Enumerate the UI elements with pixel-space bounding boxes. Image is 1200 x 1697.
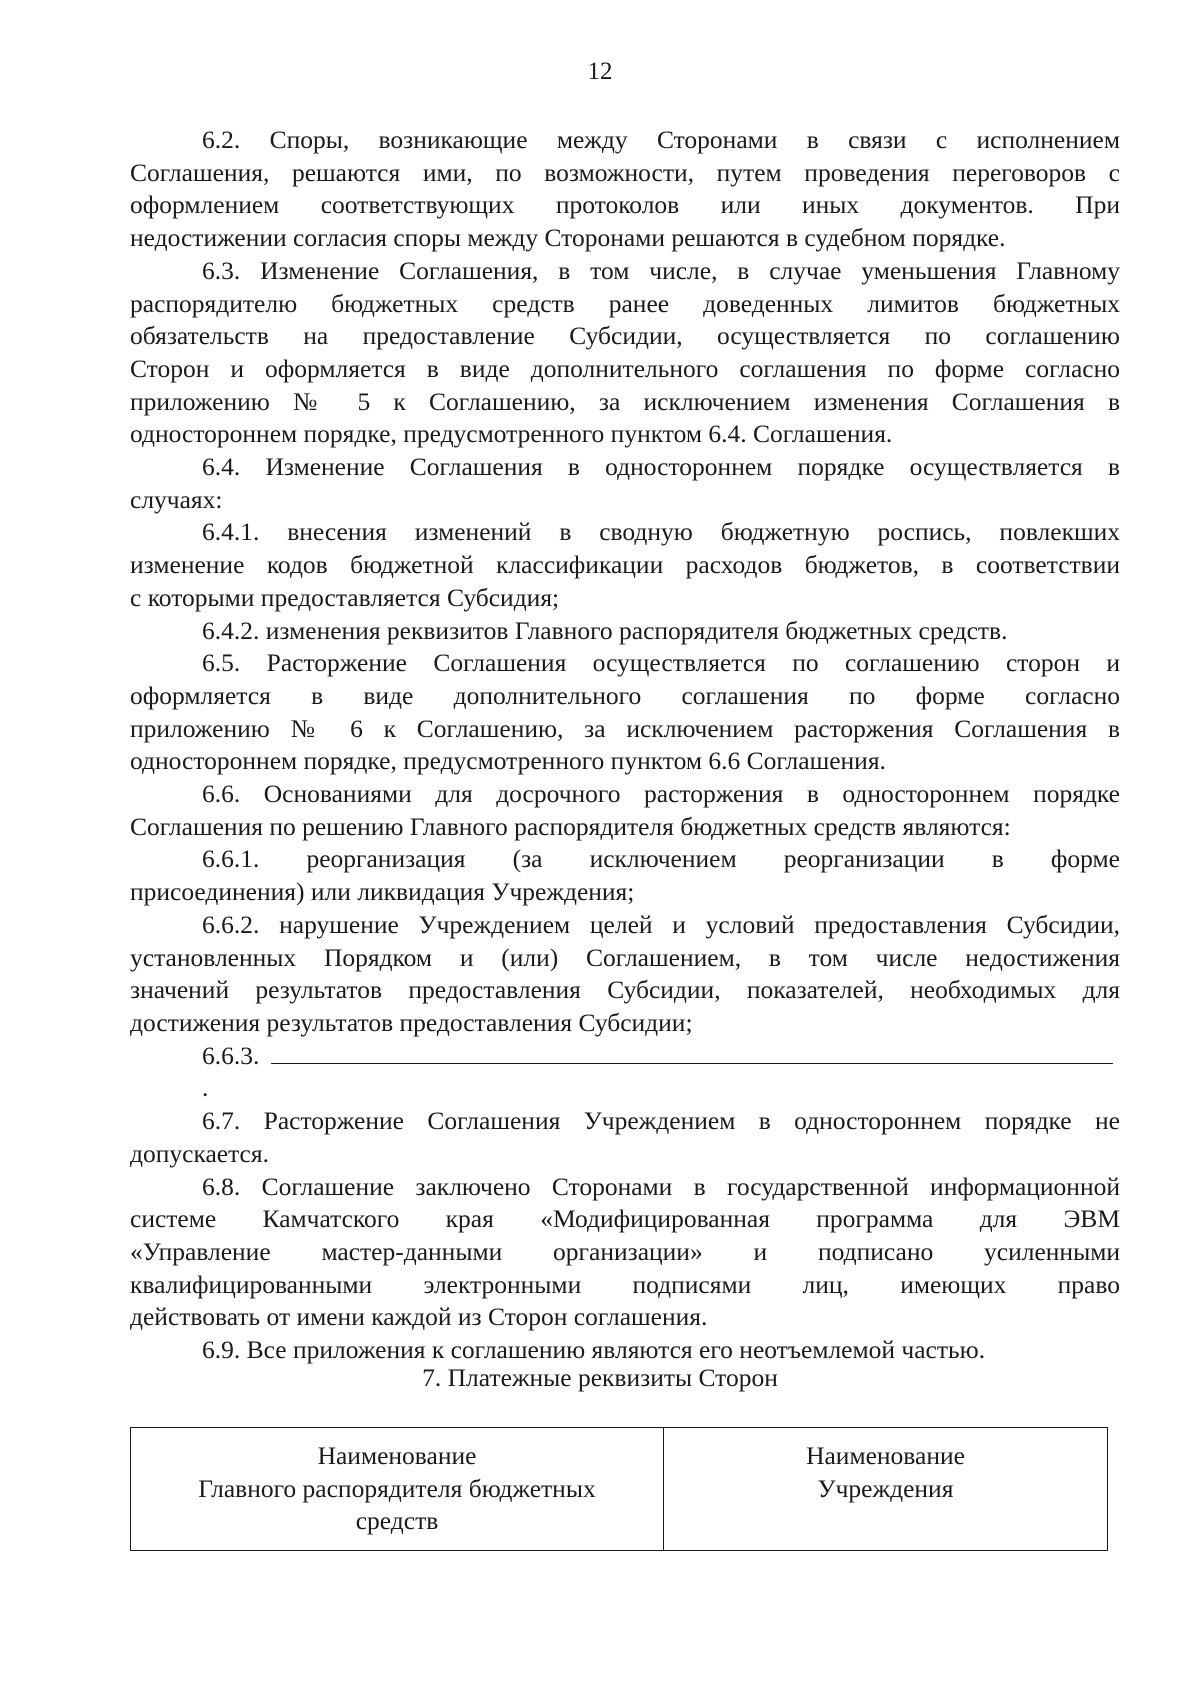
clause-6-9: [130, 1334, 1120, 1367]
text-line: обязательств на предоставление Субсидии, осуществляется по соглашению: [130, 321, 1120, 351]
clause-6-6: [130, 778, 1120, 843]
text-line: [130, 1040, 1120, 1105]
text-line: присоединения) или ликвидация Учреждения;: [130, 877, 635, 907]
text-line: 6.6. Основаниями для досрочного расторжения в одностороннем порядке: [202, 779, 1120, 809]
text-line: случаях:: [130, 484, 223, 514]
text-line: Соглашения, решаются ими, по возможности, путем проведения переговоров с: [130, 157, 1120, 187]
text-line: «Управление мастер-данными организации» и подписано усиленными: [130, 1236, 1120, 1266]
text-line: с которыми предоставляется Субсидия;: [130, 582, 560, 612]
clause-6-8: [130, 1171, 1120, 1335]
text-line: значений результатов предоставления Субсидии, показателей, необходимых для: [130, 975, 1120, 1005]
text-line: Сторон и оформляется в виде дополнительного соглашения по форме согласно: [130, 353, 1120, 383]
text-line: достижения результатов предоставления Субсидии;: [130, 1007, 693, 1037]
cell-line: Наименование: [806, 1441, 965, 1470]
text-line: одностороннем порядке, предусмотренного пунктом 6.6 Соглашения.: [130, 746, 886, 776]
text-line: приложению № 5 к Соглашению, за исключением изменения Соглашения в: [130, 386, 1120, 416]
clause-6-6-3: [130, 1040, 1120, 1105]
text-line: оформляется в виде дополнительного соглашения по форме согласно: [130, 680, 1120, 710]
text-line: 6.6.2. нарушение Учреждением целей и условий предоставления Субсидии,: [202, 909, 1120, 939]
agreement-body: [130, 124, 1120, 1367]
clause-6-6-2: [130, 909, 1120, 1040]
text-line: 6.4. Изменение Соглашения в одностороннем порядке осуществляется в: [202, 452, 1120, 482]
text-line: 6.2. Споры, возникающие между Сторонами в связи с исполнением: [202, 125, 1120, 154]
clause-6-2: [130, 124, 1120, 255]
clause-number: 6.6.3.: [202, 1040, 260, 1070]
clause-6-4: [130, 451, 1120, 516]
clause-6-4-2: [130, 615, 1120, 648]
clause-6-5: [130, 647, 1120, 778]
table-cell-main-manager: [131, 1428, 664, 1551]
table-row: [131, 1428, 1108, 1551]
cell-line: Наименование: [317, 1441, 477, 1470]
text-line: действовать от имени каждой из Сторон соглашения.: [130, 1302, 708, 1332]
section-heading: 7. Платежные реквизиты Сторон: [422, 1363, 778, 1392]
text-line: установленных Порядком и (или) Соглашением, в том числе недостижения: [130, 942, 1120, 972]
cell-line: средств: [355, 1506, 439, 1536]
text-line: одностороннем порядке, предусмотренного пунктом 6.4. Соглашения.: [130, 419, 893, 449]
cell-line: Главного распорядителя бюджетных: [198, 1473, 596, 1503]
text-line: допускается.: [130, 1138, 269, 1168]
text-line: 6.5. Расторжение Соглашения осуществляется по соглашению сторон и: [202, 648, 1120, 678]
text-line: приложению № 6 к Соглашению, за исключением расторжения Соглашения в: [130, 713, 1120, 743]
clause-6-3: [130, 255, 1120, 451]
cell-line: Учреждения: [817, 1473, 954, 1503]
text-line: распорядителю бюджетных средств ранее доведенных лимитов бюджетных: [130, 288, 1120, 318]
text-line: 6.9. Все приложения к соглашению являются его неотъемлемой частью.: [202, 1335, 986, 1365]
clause-6-6-1: [130, 843, 1120, 908]
text-line: 6.3. Изменение Соглашения, в том числе, в случае уменьшения Главному: [202, 255, 1120, 285]
page-number: 12: [587, 58, 613, 85]
clause-6-4-1: [130, 516, 1120, 614]
text-line: 6.8. Соглашение заключено Сторонами в государственной информационной: [202, 1171, 1120, 1201]
text-line: изменение кодов бюджетной классификации расходов бюджетов, в соответствии: [130, 550, 1120, 580]
text-line: 6.4.1. внесения изменений в сводную бюджетную роспись, повлекших: [202, 517, 1120, 547]
text-line: Соглашения по решению Главного распорядителя бюджетных средств являются:: [130, 811, 1011, 841]
text-line: 6.7. Расторжение Соглашения Учреждением в одностороннем порядке не: [202, 1106, 1120, 1136]
text-line: системе Камчатского края «Модифицированная программа для ЭВМ: [130, 1204, 1120, 1234]
text-line: недостижении согласия споры между Сторонами решаются в судебном порядке.: [130, 223, 1006, 253]
fill-in-blank-line: [271, 1041, 1113, 1064]
clause-end-period: .: [202, 1073, 209, 1103]
text-line: квалифицированными электронными подписями лиц, имеющих право: [130, 1269, 1120, 1299]
text-line: оформлением соответствующих протоколов или иных документов. При: [130, 190, 1120, 220]
text-line: 6.4.2. изменения реквизитов Главного распорядителя бюджетных средств.: [202, 615, 1008, 645]
payment-details-table: [130, 1427, 1108, 1551]
table-cell-institution: [664, 1428, 1108, 1551]
text-line: 6.6.1. реорганизация (за исключением реорганизации в форме: [202, 844, 1120, 874]
clause-6-7: [130, 1105, 1120, 1170]
